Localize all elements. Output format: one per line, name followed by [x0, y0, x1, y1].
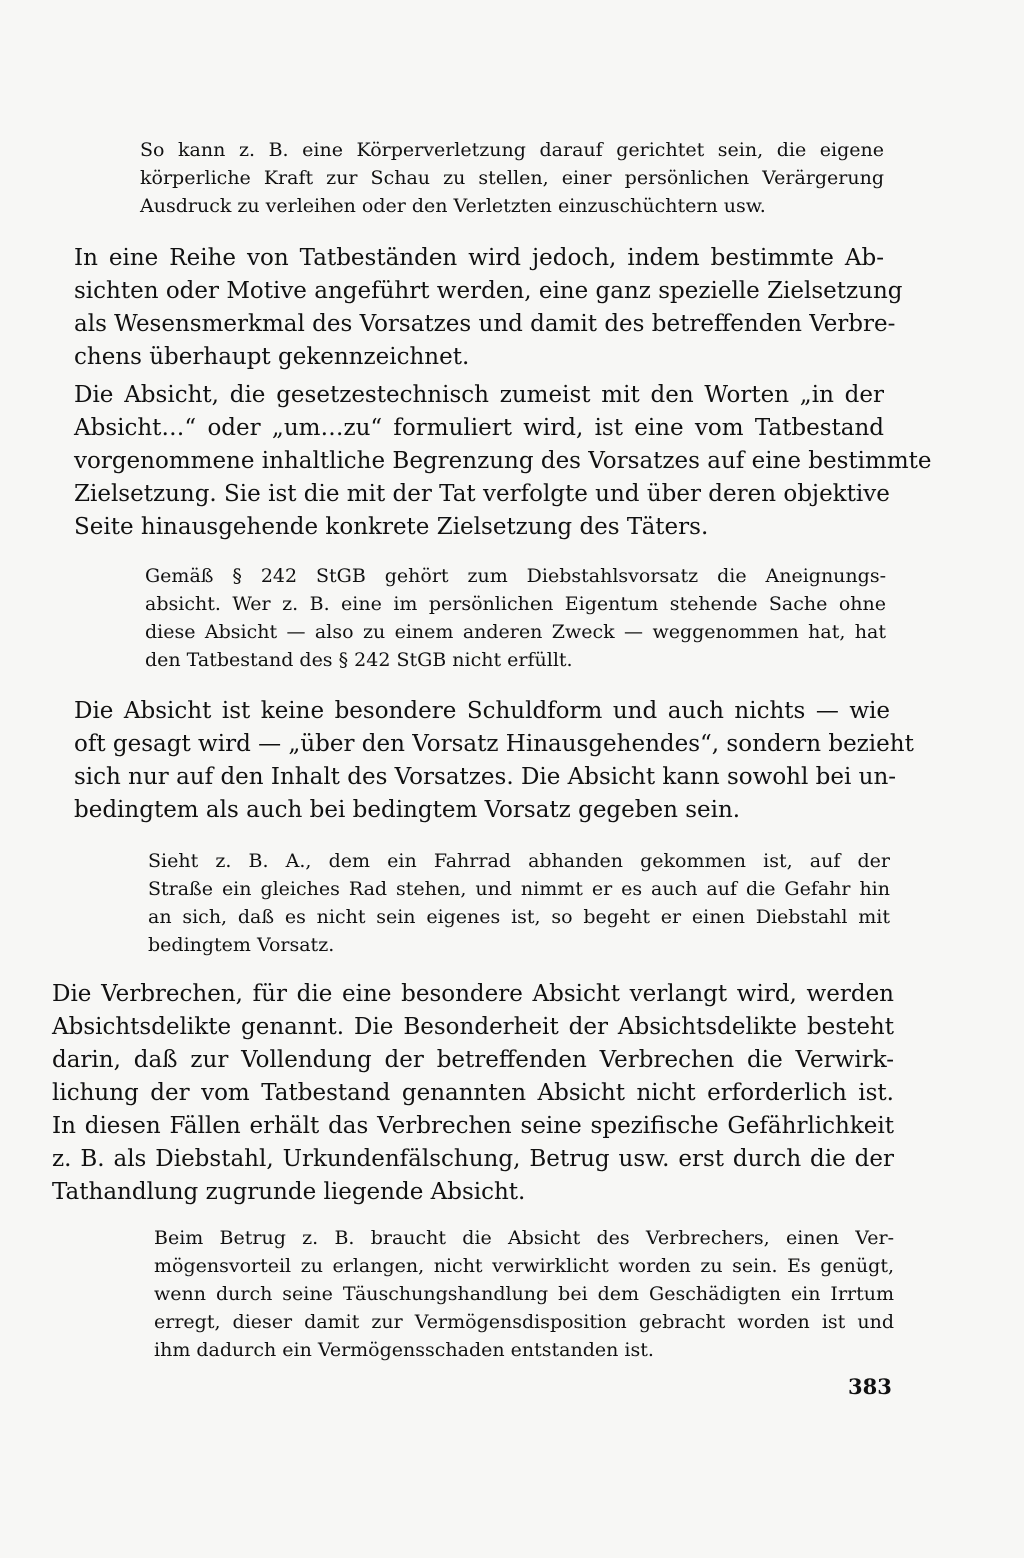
text-line: wenn durch seine Täuschungshandlung bei dem Geschädigten ein Irrtum	[154, 1283, 894, 1305]
text-line: den Tatbestand des § 242 StGB nicht erfüllt.	[145, 649, 573, 671]
text-line: Absichtsdelikte genannt. Die Besonderheit der Absichtsdelikte besteht	[52, 1014, 894, 1040]
text-line: Absicht…“ oder „um…zu“ formuliert wird, ist eine vom Tatbestand	[74, 415, 884, 441]
text-line: In diesen Fällen erhält das Verbrechen seine spezifische Gefährlichkeit	[52, 1113, 894, 1139]
text-line: Tathandlung zugrunde liegende Absicht.	[52, 1179, 526, 1205]
text-line: lichung der vom Tatbestand genannten Absicht nicht erforderlich ist.	[52, 1080, 894, 1106]
text-line: oft gesagt wird — „über den Vorsatz Hinausgehendes“, sondern bezieht	[74, 731, 914, 757]
text-line: körperliche Kraft zur Schau zu stellen, einer persönlichen Verärgerung	[140, 167, 884, 189]
text-line: z. B. als Diebstahl, Urkundenfälschung, Betrug usw. erst durch die der	[52, 1146, 894, 1172]
text-line: Die Absicht ist keine besondere Schuldform und auch nichts — wie	[74, 698, 890, 724]
body-paragraph-4	[52, 978, 894, 1209]
text-line: sich nur auf den Inhalt des Vorsatzes. Die Absicht kann sowohl bei un-	[74, 764, 897, 790]
text-line: Zielsetzung. Sie ist die mit der Tat verfolgte und über deren objektive	[74, 481, 890, 507]
text-line: Gemäß § 242 StGB gehört zum Diebstahlsvorsatz die Aneignungs-	[145, 565, 886, 587]
text-line: an sich, daß es nicht sein eigenes ist, so begeht er einen Diebstahl mit	[148, 906, 890, 928]
text-line: vorgenommene inhaltliche Begrenzung des Vorsatzes auf eine bestimmte	[74, 448, 932, 474]
text-line: So kann z. B. eine Körperverletzung darauf gerichtet sein, die eigene	[140, 139, 884, 161]
text-line: In eine Reihe von Tatbeständen wird jedoch, indem bestimmte Ab-	[74, 245, 884, 271]
page-number: 383	[848, 1374, 892, 1399]
text-line: Seite hinausgehende konkrete Zielsetzung des Täters.	[74, 514, 709, 540]
note-paragraph-3	[148, 847, 890, 959]
text-line: Ausdruck zu verleihen oder den Verletzten einzuschüchtern usw.	[140, 195, 766, 217]
text-line: bedingtem als auch bei bedingtem Vorsatz gegeben sein.	[74, 797, 741, 823]
text-line: erregt, dieser damit zur Vermögensdisposition gebracht worden ist und	[154, 1311, 894, 1333]
text-line: Beim Betrug z. B. braucht die Absicht des Verbrechers, einen Ver-	[154, 1227, 894, 1249]
text-line: chens überhaupt gekennzeichnet.	[74, 344, 470, 370]
text-line: ihm dadurch ein Vermögensschaden entstanden ist.	[154, 1339, 654, 1361]
text-line: mögensvorteil zu erlangen, nicht verwirklicht worden zu sein. Es genügt,	[154, 1255, 894, 1277]
text-line: diese Absicht — also zu einem anderen Zweck — weggenommen hat, hat	[145, 621, 886, 643]
text-line: als Wesensmerkmal des Vorsatzes und damit des betreffenden Verbre-	[74, 311, 896, 337]
note-paragraph-2	[145, 562, 886, 674]
text-line: Sieht z. B. A., dem ein Fahrrad abhanden gekommen ist, auf der	[148, 850, 890, 872]
text-line: absicht. Wer z. B. eine im persönlichen Eigentum stehende Sache ohne	[145, 593, 886, 615]
body-paragraph-3	[74, 695, 914, 827]
note-paragraph-1	[140, 136, 884, 220]
text-line: sichten oder Motive angeführt werden, eine ganz spezielle Zielsetzung	[74, 278, 903, 304]
text-line: Die Absicht, die gesetzestechnisch zumeist mit den Worten „in der	[74, 382, 884, 408]
text-line: Straße ein gleiches Rad stehen, und nimmt er es auch auf die Gefahr hin	[148, 878, 890, 900]
note-paragraph-4	[154, 1224, 894, 1364]
text-line: Die Verbrechen, für die eine besondere Absicht verlangt wird, werden	[52, 981, 894, 1007]
body-paragraph-2	[74, 379, 932, 544]
text-line: bedingtem Vorsatz.	[148, 934, 335, 956]
body-paragraph-1	[74, 242, 903, 374]
text-line: darin, daß zur Vollendung der betreffenden Verbrechen die Verwirk-	[52, 1047, 894, 1073]
